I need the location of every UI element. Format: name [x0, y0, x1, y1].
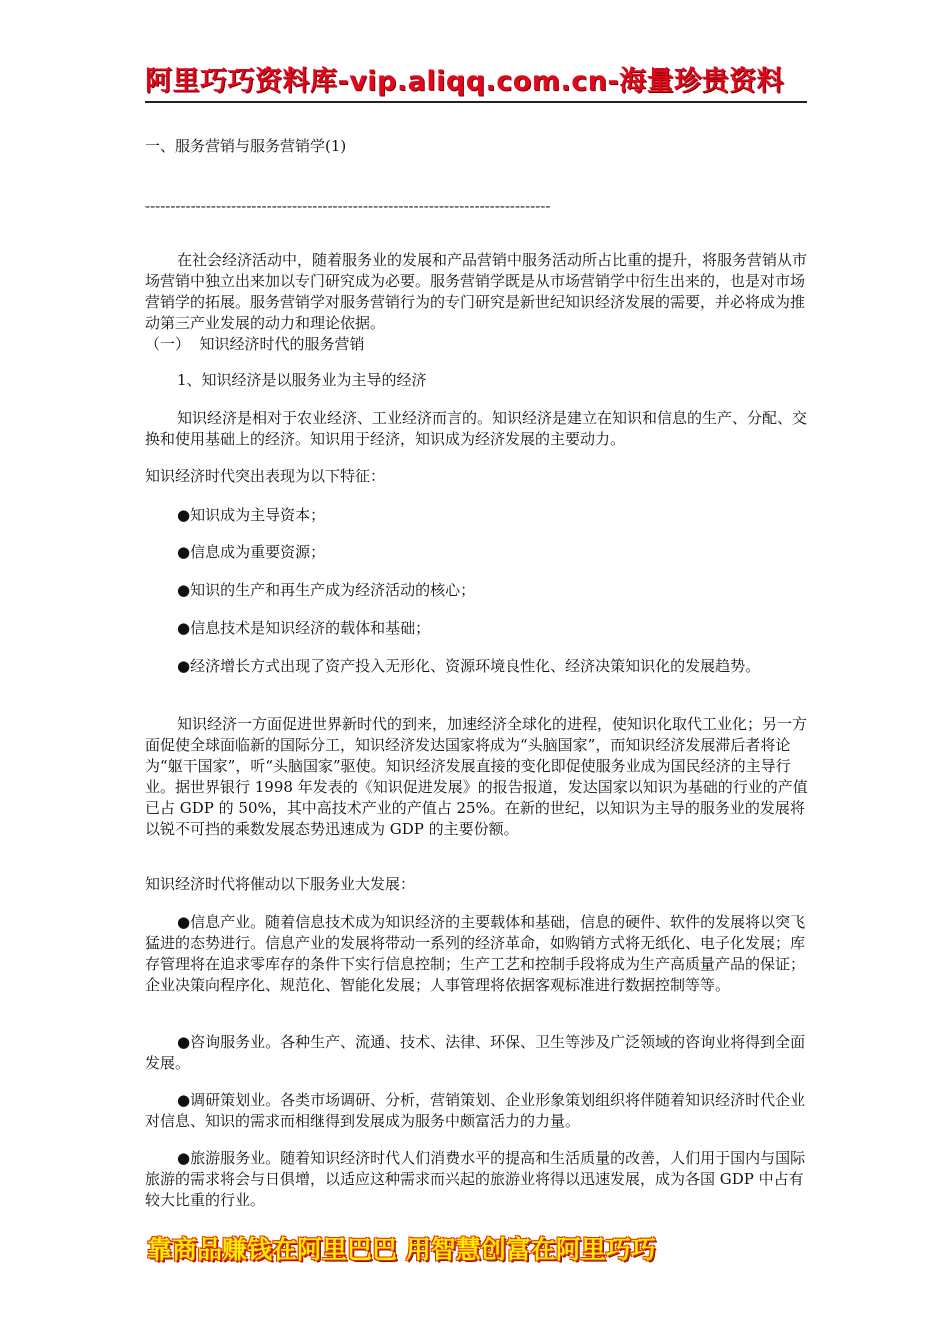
section-heading: （一） 知识经济时代的服务营销	[145, 335, 365, 353]
bullet-item: ●调研策划业。各类市场调研、分析，营销策划、企业形象策划组织将伴随着知识经济时代企业对信息、知识的需求而相继得到发展成为服务中颇富活力的力量。	[145, 1091, 806, 1130]
bullet-item: ●知识成为主导资本；	[177, 506, 326, 524]
header-banner-text: 阿里巧巧资料库-vip.aliqq.com.cn-海量珍贵资料	[145, 66, 785, 97]
footer-banner-text: 靠商品赚钱在阿里巴巴 用智慧创富在阿里巧巧	[147, 1235, 656, 1264]
bullet-item: ●信息技术是知识经济的载体和基础；	[177, 619, 431, 637]
document-title: 一、服务营销与服务营销学(1)	[145, 137, 347, 155]
bullet-item: ●咨询服务业。各种生产、流通、技术、法律、环保、卫生等涉及广泛领域的咨询业将得到全面发展。	[145, 1033, 806, 1072]
paragraph-intro: 在社会经济活动中，随着服务业的发展和产品营销中服务活动所占比重的提升，将服务营销从市场营销中独立出来加以专门研究成为必要。服务营销学既是从市场营销学中衍生出来的，也是对市场营销学的拓展。服务营销学对服务营销行为的专门研究是新世纪知识经济发展的需要，并必将成为推动第三产业发展的动力和理论依据。	[145, 251, 808, 332]
bullet-item: ●信息产业。随着信息技术成为知识经济的主要载体和基础，信息的硬件、软件的发展将以突飞猛进的态势进行。信息产业的发展将带动一系列的经济革命，如购销方式将无纸化、电子化发展；库存管理将在追求零库存的条件下实行信息控制；生产工艺和控制手段将成为生产高质量产品的保证；企业决策向程序化、规范化、智能化发展；人事管理将依据客观标准进行数据控制等等。	[145, 913, 806, 994]
paragraph: 知识经济是相对于农业经济、工业经济而言的。知识经济是建立在知识和信息的生产、分配、交换和使用基础上的经济。知识用于经济，知识成为经济发展的主要动力。	[145, 409, 808, 448]
bullet-item: ●信息成为重要资源；	[177, 543, 326, 561]
bullet-item: ●知识的生产和再生产成为经济活动的核心；	[177, 581, 476, 599]
paragraph: 知识经济一方面促进世界新时代的到来，加速经济全球化的进程，使知识化取代工业化；另一方面促使全球面临新的国际分工，知识经济发达国家将成为“头脑国家”，而知识经济发展滞后者将论为“躯干国家”，听“头脑国家”驱使。知识经济发展直接的变化即促使服务业成为国民经济的主导行业。据世界银行 1998 年发表的《知识促进发展》的报告报道，发达国家以知识为基础的行业的产值已占 GDP 的 50%，其中高技术产业的产值占 25%。在新的世纪，以知识为主导的服务业的发展将以锐不可挡的乘数发展态势迅速成为 GDP 的主要份额。	[145, 715, 808, 838]
paragraph: 知识经济时代突出表现为以下特征：	[145, 467, 386, 485]
bullet-item: ●旅游服务业。随着知识经济时代人们消费水平的提高和生活质量的改善，人们用于国内与国际旅游的需求将会与日俱增，以适应这种需求而兴起的旅游业将得以迅速发展，成为各国 GDP 中占有较大比重的行业。	[145, 1149, 806, 1209]
separator-line: --------------------------------------------------------------------------------	[145, 197, 551, 215]
paragraph: 知识经济时代将催动以下服务业大发展：	[145, 875, 416, 893]
bullet-item: ●经济增长方式出现了资产投入无形化、资源环境良性化、经济决策知识化的发展趋势。	[177, 657, 761, 675]
sub-heading: 1、知识经济是以服务业为主导的经济	[177, 371, 427, 389]
header-divider	[145, 101, 807, 103]
header-banner	[145, 62, 805, 102]
footer-banner	[145, 1232, 805, 1268]
